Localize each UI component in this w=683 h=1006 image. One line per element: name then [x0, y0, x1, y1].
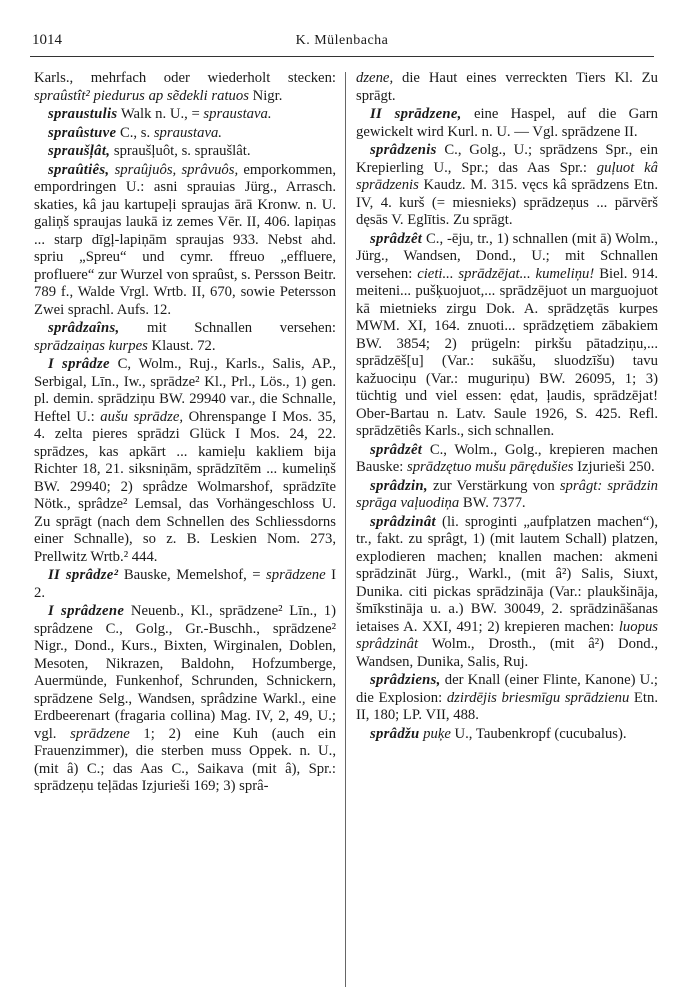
entry-text: Walk n. U., = — [117, 106, 204, 122]
entry-text: C., s. — [116, 124, 154, 141]
dictionary-entry — [34, 603, 336, 796]
dictionary-entry — [356, 106, 658, 141]
headword: spraûtiês, — [48, 161, 110, 178]
headword: sprâdzêt — [370, 441, 423, 458]
dictionary-entry — [356, 726, 658, 744]
headword: sprâdzenis — [370, 142, 437, 158]
example: spraustava. — [153, 124, 222, 141]
entry-tail: Etn. II, 180; LP. VII, 488. — [356, 689, 658, 723]
right-column — [356, 70, 658, 990]
headword: sprâdzinât — [370, 513, 436, 530]
entry-tail: emporkommen, empordringen U.: asni sprauias Jürg., Arrasch. skaties, kâ jau kartupeļi spraujas ārā Kronw. n. U. galiņš spraujas laukā iz zemes Vēr. II, 406. lapiņas ... starp dīgļ-lapiņām spraujas 933. Nebst ahd. spriu „Spreu“ und cymr. ffreuo „effluere, profluere“ zur Wurzel von spraûst, s. Persson Beitr. 789 f., Walde Vrgl. Wrtb. II, 670, sowie Petersson Zwei sprachl. Aufs. 12. — [34, 161, 336, 318]
headword: sprâdžu — [370, 725, 420, 742]
headword: II sprādzene, — [370, 106, 462, 122]
entry-text: (li. sproginti „aufplatzen machen“), tr., fakt. zu sprâgt, 1) (mit lautem Schall) platzen, explodieren machen; knallen machen: akmeni sprādzināt Jürg., Warkl., (mit â²) Salis, Siuxt, Dunika. citi pickas sprādzināja (Var.: plaukšināja, šmīkstināja u. a.) BW. 30049, 2. sprādzināšanas ietaises A. XXI, 491; 2) krepieren machen: — [356, 513, 658, 635]
running-title: K. Mülenbacha — [295, 33, 389, 48]
example: spraûstît² piedurus ap sẽdekli ratuos — [34, 87, 249, 104]
entry-tail: 1; 2) eine Kuh (auch ein Frauenzimmer), die sterben muss Oppek. n. U., (mit â) C.; das Aas C., Saikava (mit â), Spr.: sprādzeņu teļādas Izjurieši 169; 3) sprâ- — [34, 725, 336, 794]
column-divider — [345, 72, 346, 987]
entry-tail: Izjurieši 250. — [573, 459, 655, 475]
example: sprādzene — [266, 567, 326, 583]
example: aušu sprādze, — [100, 408, 184, 425]
example: guļuot kâ sprādzenis — [356, 159, 658, 193]
headword: spraušļât, — [48, 143, 111, 159]
entry-text: zur Verstärkung von — [427, 477, 560, 494]
left-column — [34, 70, 336, 990]
entry-tail: Ohrenspange I Mos. 35, 4. zelta pieres sprādzi Glück I Mos. 24, 22. sprādzes, kas apkārt ... kamieļu kakliem bija Richter 18, 21. siksniņām, sprādzītēm ... kumeliņš BW. 29940; 2) sprâdze Wolmarshof, sprādzīte Nötk., sprâdze² Lemsal, das Vorhängeschloss U. Zu sprāgt (nach dem Schnellen des Schliessdorns einer Schnalle), so z. B. Leskien Nom. 273, Prellwitz Wrtb.² 444. — [34, 408, 336, 565]
dictionary-entry — [34, 567, 336, 602]
dictionary-entry — [356, 514, 658, 672]
dictionary-entry — [356, 442, 658, 477]
example: dzene, — [356, 70, 394, 86]
headword: spraûstuve — [48, 124, 117, 141]
entry-text: C., Golg., U.; sprādzens Spr., ein Krepierling U., Spr.; das Aas Spr.: — [356, 142, 658, 176]
example: cieti... sprādzējat... kumeliņu! — [417, 265, 595, 282]
dictionary-entry — [356, 478, 658, 513]
dictionary-entry — [34, 125, 336, 143]
entry-tail: U., Taubenkropf (cucubalus). — [450, 725, 627, 742]
headword: sprâdzin, — [370, 477, 428, 494]
headword: sprâdzêt — [370, 230, 423, 247]
entry-tail: Wolm., Drosth., (mit â²) Dond., Wandsen, Dunika, Salis, Ruj. — [356, 636, 658, 670]
dictionary-entry — [34, 162, 336, 320]
entry-text: Bauske, Memelshof, = — [118, 567, 267, 583]
example: puķe — [423, 725, 451, 742]
example: sprādzene — [70, 725, 130, 742]
entry-text: C, Wolm., Ruj., Karls., Salis, AP., Serbigal, Līn., Iw., sprādze² Kl., Prl., Lös., 1) gen. pl. demin. sprādziņu BW. 29940 var., die Schnalle, Heftel U.: — [34, 356, 336, 425]
headword: I sprâdzene — [48, 603, 125, 619]
dictionary-entry — [34, 143, 336, 161]
example: dzirdējis briesmīgu sprādzienu — [446, 689, 630, 706]
headword: I sprâdze — [48, 356, 110, 372]
dictionary-entry — [34, 106, 336, 124]
entry-tail: Klaust. 72. — [147, 337, 216, 354]
page-header — [30, 28, 654, 57]
dictionary-entry — [356, 672, 658, 725]
dictionary-entry — [356, 142, 658, 230]
entry-text: eine Haspel, auf die Garn gewickelt wird Kurl. n. U. — Vgl. sprādzene II. — [356, 106, 658, 140]
dictionary-entry — [34, 320, 336, 355]
example: sprādzętuo mušu pārędušies — [407, 459, 574, 475]
entry-tail: Nigr. — [248, 87, 283, 104]
entry-text: Neuenb., Kl., sprādzene² Līn., 1) sprâdzene C., Golg., Gr.-Buschh., sprādzene² Nigr., Dond., Kurs., Bixten, Wirginalen, Doblen, Mesoten, Nikrazen, Baldohn, Hofzumberge, Auermünde, Funkenhof, Schrunden, Schnickern, sprādzene Selg., Wandsen, sprâdzine Warkl., eine Erdbeerenart (fragaria collina) Mag. IV, 2, 49, U.; vgl. — [34, 603, 336, 742]
example: sprâgt: sprādzin sprāga vaļuodiņa — [356, 477, 658, 511]
example: luopus sprâdzinât — [356, 618, 658, 652]
entry-text: spraušļuôt, s. spraušlât. — [110, 143, 251, 159]
headword: II sprâdze² — [48, 567, 119, 583]
headword: sprâdzaîns, — [48, 320, 120, 336]
dictionary-entry — [356, 70, 658, 105]
headword: spraustulis — [48, 106, 118, 122]
entry-tail: I 2. — [34, 567, 336, 601]
headword: sprâdziens, — [370, 672, 441, 688]
dictionary-entry — [34, 70, 336, 105]
dictionary-entry — [356, 231, 658, 441]
entry-tail: Kaudz. M. 315. vęcs kâ sprādzens Etn. IV, 4. kurš (= miesnieks) sprādzeņus ... pārvērš dęsās V. Eglītis. Zu sprāgt. — [356, 177, 658, 228]
entry-tail: BW. 7377. — [459, 495, 526, 511]
example: sprādzaiņas kurpes — [34, 337, 148, 354]
entry-text: C., Wolm., Golg., krepieren machen Bauske: — [356, 441, 658, 475]
entry-tail: Biel. 914. meiteni... pušķuojuot,... sprādzējuot un marguojuot kā mietnieks zirgu Dok. A. sprādzętās kurpes MWM. XI, 164. znuoti... sprādzętiem zābakiem BW. 3854; 2) prügeln: pirkšu pātadziņu,... sprādzēš[u] (Var.: sukāšu, sluodzīšu) tavu kažuociņu (Var.: muguriņu) BW. 26095, 1; 3) tüchtig und viel essen: ędat, ļaudis, sprādzējat! Ober-Bartau n. Latv. Saule 1926, S. 425. Refl. sprādzētiês Karls., sich schnallen. — [356, 265, 658, 439]
example: spraustava. — [203, 106, 272, 122]
entry-text: mit Schnallen versehen: — [119, 320, 336, 336]
entry-text: C., -ēju, tr., 1) schnallen (mit ā) Wolm., Jürg., Wandsen, Dond., U.; mit Schnallen versehen: — [356, 230, 658, 282]
entry-tail: die Haut eines verreckten Tiers Kl. Zu sprāgt. — [356, 70, 658, 104]
entry-text: der Knall (einer Flinte, Kanone) U.; die Explosion: — [356, 672, 658, 706]
entry-text: Karls., mehrfach oder wiederholt stecken: — [34, 70, 336, 86]
page-number: 1014 — [32, 32, 62, 48]
example: spraûjuôs, sprâvuôs, — [114, 161, 239, 178]
dictionary-entry — [34, 356, 336, 566]
